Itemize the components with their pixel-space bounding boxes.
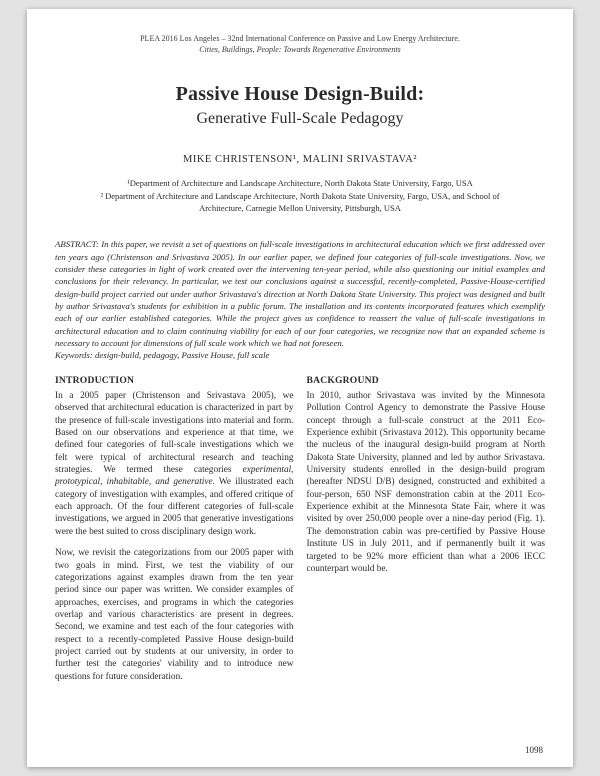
- body-columns: [55, 375, 545, 683]
- authors-line: MIKE CHRISTENSON¹, MALINI SRIVASTAVA²: [183, 154, 417, 166]
- introduction-paragraph-1: In a 2005 paper (Christenson and Srivastava 2005), we observed that architectural education is characterized in part by the presence of full-scale investigations into material and form. Based on our observations and experience at that time, we defined four categories of full-scale investigations which we felt were typical of architectural research and teaching strategies. We termed these categories experimental, prototypical, inhabitable, and generative. We illustrated each category of investigation with examples, and offered critique of each approach. Of the four different categories of full-scale investigations, we argued in 2005 that generative investigations were the best suited to cross disciplinary design work.: [55, 390, 294, 537]
- paper-title: Passive House Design-Build:: [175, 83, 425, 106]
- background-paragraph-1: In 2010, author Srivastava was invited by the Minnesota Pollution Control Agency to demonstrate the Passive House concept through a full-scale construct at the 2011 Eco-Experience exhibit (Srivastava 2012). This opportunity became the nucleus of the inaugural design-build program at North Dakota State University, planned and led by author Srivastava. University students enrolled in the design-build program (hereafter NDSU D/B) designed, constructed and exhibited a four-person, 650 NSF demonstration cabin at the 2011 Eco-Experience exhibit at the Minnesota State Fair, where it was visited by over 250,000 people over a nine-day period (Fig. 1). The demonstration cabin was pre-certified by Passive House Institute US in July 2011, and if permanently built it was targeted to be 92% more efficient than what a 2006 IECC counterpart would be.: [306, 390, 545, 574]
- conference-header-line2: Cities, Buildings, People: Towards Regenerative Environments: [199, 45, 401, 55]
- introduction-paragraph-2: Now, we revisit the categorizations from our 2005 paper with two goals in mind. First, we test the viability of our categorizations against examples drawn from the ten year period since our paper was written. We consider examples of approaches, exercises, and programs in which the categories overlap and various characteristics are present in degrees. Second, we examine and test each of the four categories with respect to a recently-completed Passive House design-build project carried out by students at our university, in order to further test the categories' viability and to introduce new questions for future consideration.: [55, 548, 294, 682]
- background-heading: BACKGROUND: [306, 375, 379, 387]
- paper-page: [27, 9, 573, 767]
- right-column: [307, 375, 546, 683]
- keywords-line: Keywords: design-build, pedagogy, Passive House, full scale: [55, 350, 270, 361]
- page-number: 1098: [525, 745, 543, 755]
- introduction-heading: INTRODUCTION: [55, 375, 135, 387]
- affiliation-2: ² Department of Architecture and Landscape Architecture, North Dakota State University, Fargo, USA, and School of Architecture, Carnegie Mellon University, Pittsburgh, USA: [100, 190, 500, 213]
- affiliation-1: ¹Department of Architecture and Landscape Architecture, North Dakota State University, Fargo, USA: [127, 178, 473, 189]
- conference-header-line1: PLEA 2016 Los Angeles – 32nd International Conference on Passive and Low Energy Architecture.: [140, 34, 460, 43]
- affiliations-block: [55, 177, 545, 214]
- left-column: [55, 375, 294, 683]
- paper-subtitle: Generative Full-Scale Pedagogy: [196, 110, 404, 128]
- abstract-paragraph: ABSTRACT: In this paper, we revisit a set of questions on full-scale investigations in architectural education which we first addressed over ten years ago (Christenson and Srivastava 2005). In our earlier paper, we defined four categories of full-scale investigations. Now, we consider these categories in light of work created over the intervening ten-year period, while also questioning our initial examples and conclusions for their relevancy. In particular, we test our conclusions against a successful, recently-completed, Passive-House-certified design-build project carried out under author Srivastava's direction at North Dakota State University. This project was designed and built by author Srivastava's students for exhibition in a public forum. The installation and its contents incorporated features which exemplify each of our earlier established categories. While the project gives us confidence to reassert the value of full-scale investigations in architectural education and to claim continuing viability for each of our four categories, we recognize now that an expanded scheme is necessary to account for dimensions of full scale work which we had not foreseen.: [55, 239, 545, 348]
- conference-header: [55, 33, 545, 55]
